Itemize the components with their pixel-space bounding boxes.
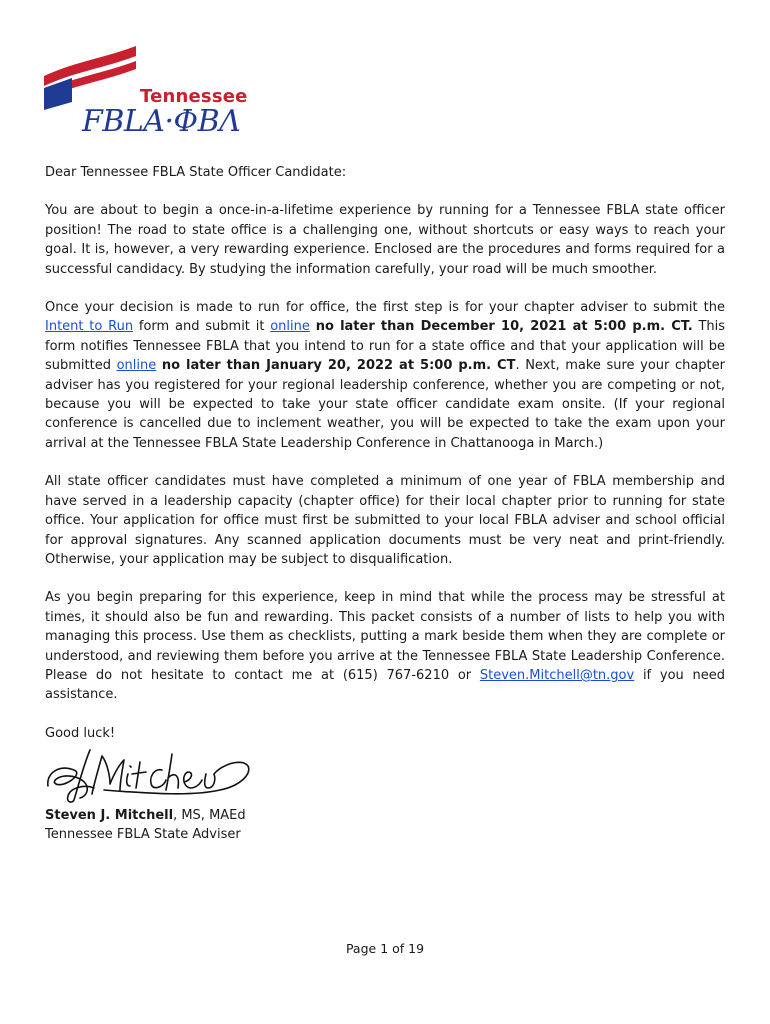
paragraph-contact: As you begin preparing for this experience, keep in mind that while the process may be stressful at times, it should also be fun and rewarding. This packet consists of a number of lists to help you with managing this process. Use them as checklists, putting a mark beside them when they are complete or understood, and reviewing them before you arrive at the Tennessee FBLA State Leadership Conference. Please do not hesitate to contact me at (615) 767-6210 or Steven.Mitchell@tn.gov if you need assistance. xyxy=(45,590,725,703)
intent-to-run-link[interactable]: Intent to Run xyxy=(45,319,134,335)
letter-body xyxy=(45,163,725,762)
email-link[interactable]: Steven.Mitchell@tn.gov xyxy=(479,667,635,683)
online-link-application[interactable]: online xyxy=(116,358,157,374)
signer-name: Steven J. Mitchell xyxy=(45,808,174,823)
page-number: Page 1 of 19 xyxy=(345,941,425,956)
signer-name-line xyxy=(45,806,246,825)
fbla-logo xyxy=(44,44,254,144)
online-link-intent[interactable]: online xyxy=(270,319,310,335)
deadline-application: no later than January 20, 2022 at 5:00 p.m. CT xyxy=(161,358,516,374)
deadline-intent: no later than December 10, 2021 at 5:00 p.m. CT. xyxy=(315,319,693,335)
greeting: Dear Tennessee FBLA State Officer Candidate: xyxy=(45,165,347,180)
signer-title: Tennessee FBLA State Adviser xyxy=(45,827,241,843)
logo-name-text: FBLA·ΦΒΛ xyxy=(82,104,241,139)
closing: Good luck! xyxy=(45,725,116,741)
paragraph-intro: You are about to begin a once-in-a-lifetime experience by running for a Tennessee FBLA state officer position! The road to state office is a challenging one, without shortcuts or easy ways to reach your goal. It is, however, a very rewarding experience. Enclosed are the procedures and forms required for a successful candidacy. By studying the information carefully, your road will be much smoother. xyxy=(45,203,725,277)
signer-block xyxy=(45,806,246,845)
paragraph-requirements: All state officer candidates must have completed a minimum of one year of FBLA membership and have served in a leadership capacity (chapter office) for their local chapter prior to running for state office. Your application for office must first be submitted to your local FBLA adviser and school official for approval signatures. Any scanned application documents must be very neat and print-friendly. Otherwise, your application may be subject to disqualification. xyxy=(45,474,725,567)
signer-credentials: , MS, MAEd xyxy=(173,808,246,823)
logo-state-text: Tennessee xyxy=(140,86,248,107)
signature-scribble xyxy=(44,744,254,806)
paragraph-steps: Once your decision is made to run for office, the first step is for your chapter adviser to submit the Intent to Run form and submit it online no later than December 10, 2021 at 5:00 p.m. CT. This form notifies Tennessee FBLA that you intend to run for a state office and that your application will be submitted online no later than January 20, 2022 at 5:00 p.m. CT. Next, make sure your chapter adviser has you registered for your regional leadership conference, whether you are competing or not, because you will be expected to take your state officer candidate exam onsite. (If your regional conference is cancelled due to inclement weather, you will be expected to take the exam upon your arrival at the Tennessee FBLA State Leadership Conference in Chattanooga in March.) xyxy=(45,300,726,451)
signature xyxy=(44,744,254,806)
